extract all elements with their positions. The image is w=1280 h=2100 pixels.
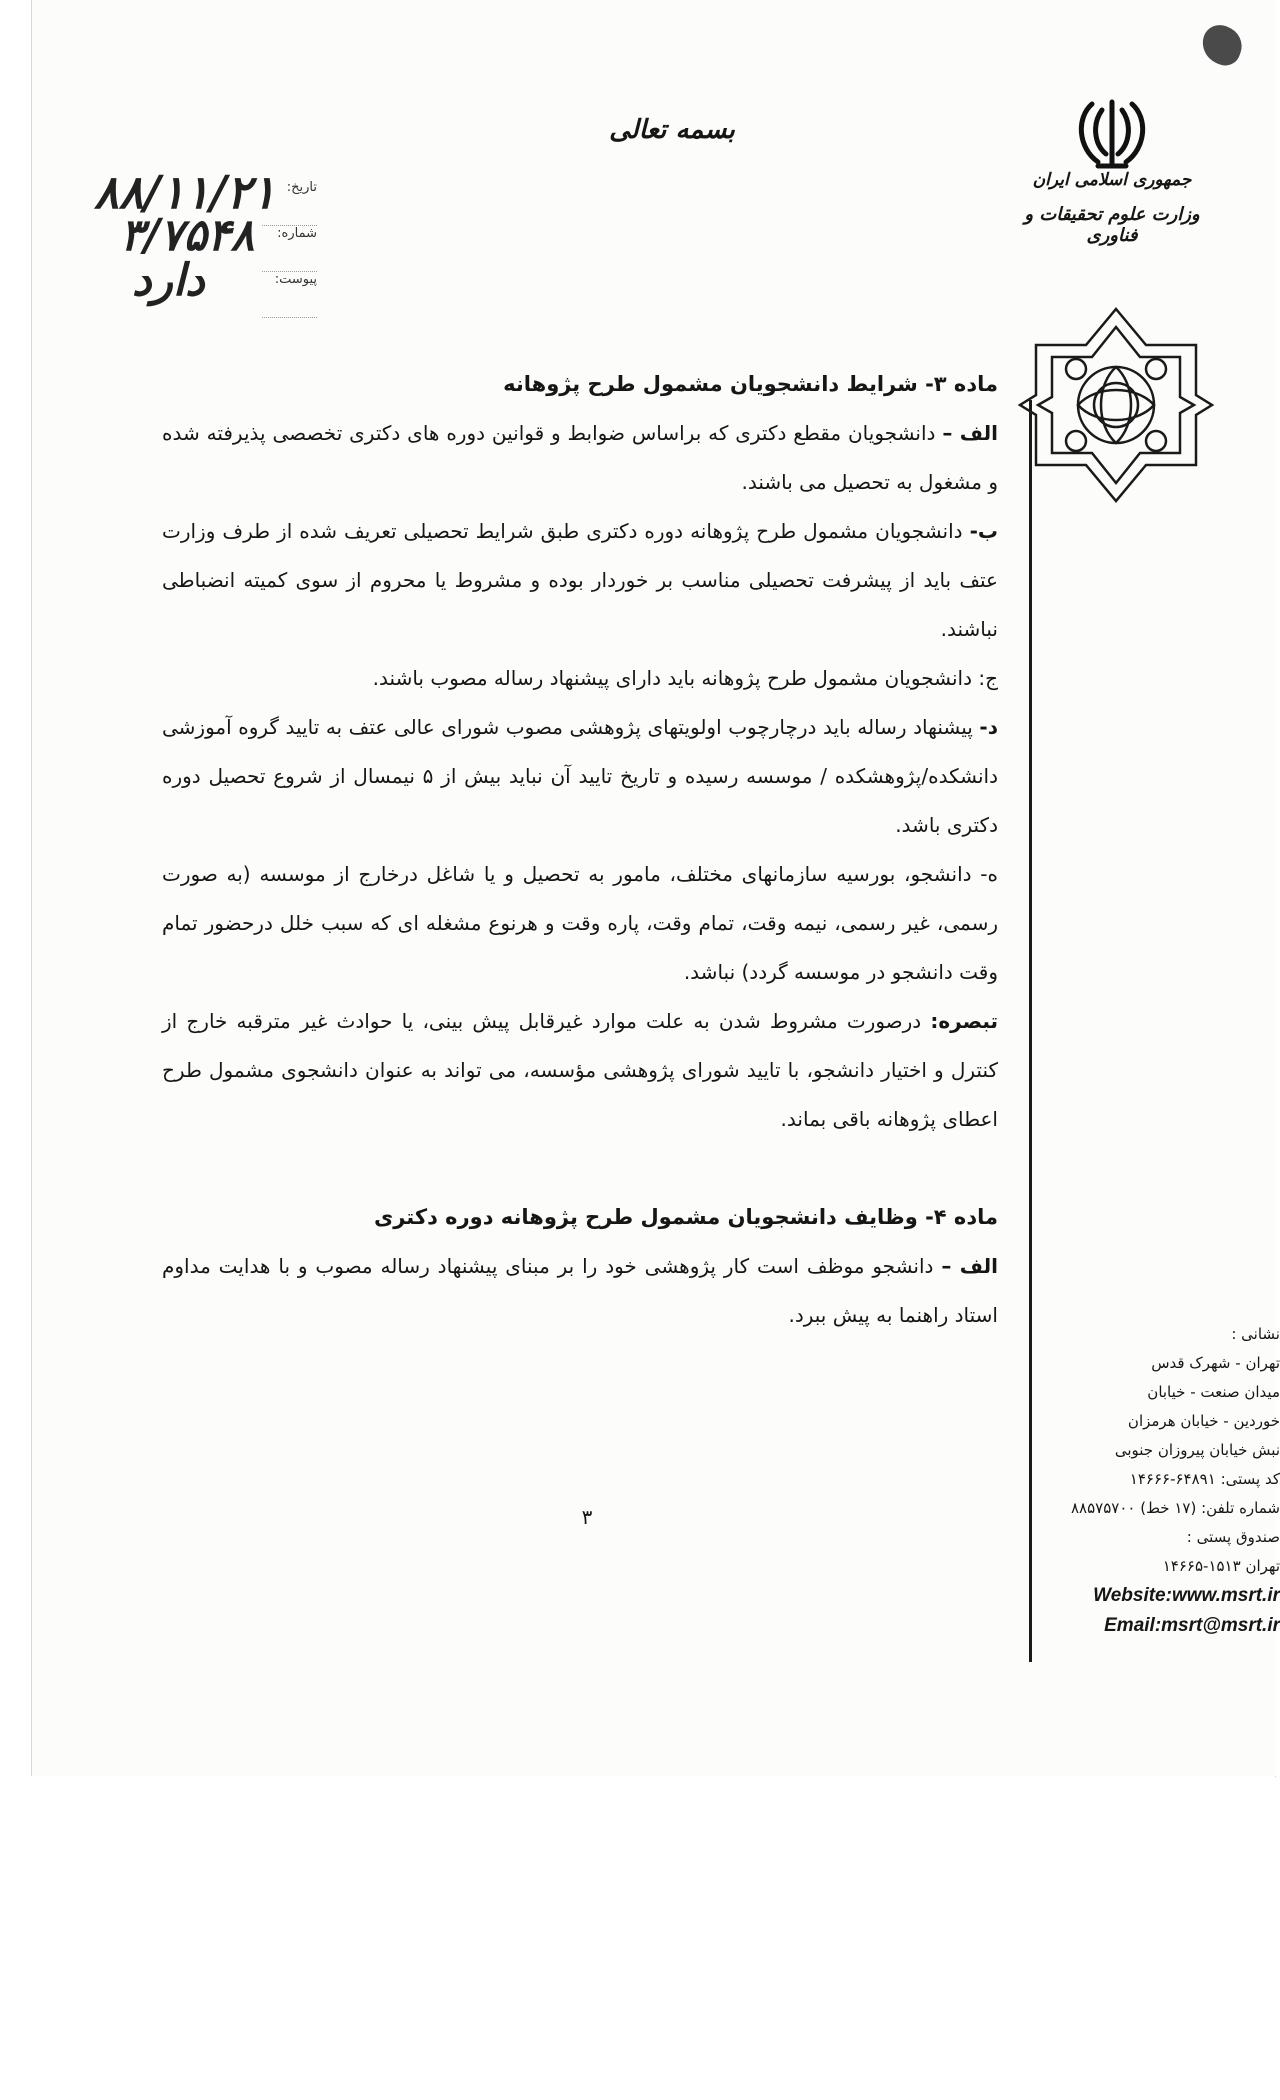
islamic-ornament-icon xyxy=(1016,305,1216,505)
article4-title: ماده ۴- وظایف دانشجویان مشمول طرح پژوهانه دوره دکتری xyxy=(373,1205,998,1229)
scan-smudge xyxy=(1197,20,1248,69)
country-name: جمهوری اسلامی ایران xyxy=(1032,170,1192,190)
document-page xyxy=(31,0,1280,1776)
clause-prefix: الف – xyxy=(942,421,998,445)
clause-text: پیشنهاد رساله باید درچارچوب اولویتهای پژوهشی مصوب شورای عالی عتف به تایید گروه آموزشی دانشکده/پژوهشکده / موسسه رسیده و تاریخ تایید آن نباید بیش از ۵ نیمسال از شروع تحصیل دوره دکتری باشد. xyxy=(162,715,998,837)
letter-body xyxy=(162,360,998,1340)
handwritten-attachment: دارد xyxy=(132,255,205,306)
address-line: نبش خیابان پیروزان جنوبی xyxy=(1114,1441,1280,1459)
clause-prefix: د- xyxy=(979,715,998,739)
pobox-label: صندوق پستی : xyxy=(1186,1528,1280,1546)
address-line: خوردین - خیابان هرمزان xyxy=(1127,1412,1280,1430)
number-label: شماره: xyxy=(262,226,317,272)
email-link[interactable]: Email:msrt@msrt.ir xyxy=(1104,1615,1280,1636)
article3-clause-alef xyxy=(162,409,998,507)
ministry-name xyxy=(1012,170,1212,246)
date-label: تاریخ: xyxy=(262,180,317,226)
article4-clause-alef xyxy=(162,1242,998,1340)
note-text: درصورت مشروط شدن به علت موارد غیرقابل پیش بینی، یا حوادث غیر مترقبه خارج از کنترل و اختیار دانشجو، با تایید شورای پژوهشی مؤسسه، می تواند به عنوان دانشجوی مشمول طرح اعطای پژوهانه باقی بماند. xyxy=(162,1009,998,1131)
attachment-label: پیوست: xyxy=(262,272,317,318)
clause-text: دانشجویان مقطع دکتری که براساس ضوابط و قوانین دوره های دکتری تخصصی پذیرفته شده و مشغول به تحصیل می باشند. xyxy=(162,421,998,494)
phone-number: شماره تلفن: (۱۷ خط) ۸۸۵۷۵۷۰۰ xyxy=(1071,1499,1280,1517)
clause-text: دانشجویان مشمول طرح پژوهانه دوره دکتری طبق شرایط تحصیلی تعریف شده از طرف وزارت عتف باید از پیشرفت تحصیلی مناسب بر خوردار بوده و مشروط یا محروم از سوی کمیته انضباطی نباشند. xyxy=(162,519,998,641)
address-line: میدان صنعت - خیابان xyxy=(1147,1383,1280,1401)
page-number: ۳ xyxy=(581,1505,593,1529)
clause-prefix: ب- xyxy=(969,519,998,543)
handwritten-date: ۸۸/۱۱/۲۱ xyxy=(94,165,276,219)
article3-clause-be xyxy=(162,507,998,654)
margin-rule xyxy=(1029,400,1032,1662)
article3-title: ماده ۳- شرایط دانشجویان مشمول طرح پژوهانه xyxy=(503,372,998,396)
iran-emblem-icon xyxy=(1072,96,1152,172)
clause-prefix: الف – xyxy=(941,1254,998,1278)
bismillah-heading: بسمه تعالی xyxy=(609,115,735,145)
handwritten-number: ۳/۷۵۴۸ xyxy=(120,210,255,261)
website-link[interactable]: Website:www.msrt.ir xyxy=(1093,1585,1280,1606)
article3-clause-he: ه- دانشجو، بورسیه سازمانهای مختلف، مامور به تحصیل و یا شاغل درخارج از موسسه (به صورت رسمی، غیر رسمی، نیمه وقت، تمام وقت، پاره وقت و هرنوع مشغله ای که سبب خلل درحضور تمام وقت دانشجو در موسسه گردد) نباشد. xyxy=(162,862,998,984)
postal-code: کد پستی: ۶۴۸۹۱-۱۴۶۶۶ xyxy=(1129,1470,1280,1488)
clause-text: دانشجو موظف است کار پژوهشی خود را بر مبنای پیشنهاد رساله مصوب و با هدایت مداوم استاد راهنما به پیش ببرد. xyxy=(162,1254,998,1327)
note-prefix: تبصره: xyxy=(930,1009,998,1033)
address-line: تهران - شهرک قدس xyxy=(1151,1354,1280,1372)
address-block xyxy=(1040,1320,1280,1641)
pobox-value: تهران ۱۵۱۳-۱۴۶۶۵ xyxy=(1162,1557,1280,1575)
article3-clause-dal xyxy=(162,703,998,850)
address-label: نشانی : xyxy=(1231,1325,1280,1343)
article3-note xyxy=(162,997,998,1144)
ministry-title: وزارت علوم تحقیقات و فناوری xyxy=(1024,204,1200,246)
spacer xyxy=(162,1144,998,1193)
blank-margin xyxy=(0,1776,1275,2100)
article3-clause-jim: ج: دانشجویان مشمول طرح پژوهانه باید دارای پیشنهاد رساله مصوب باشند. xyxy=(372,666,998,690)
